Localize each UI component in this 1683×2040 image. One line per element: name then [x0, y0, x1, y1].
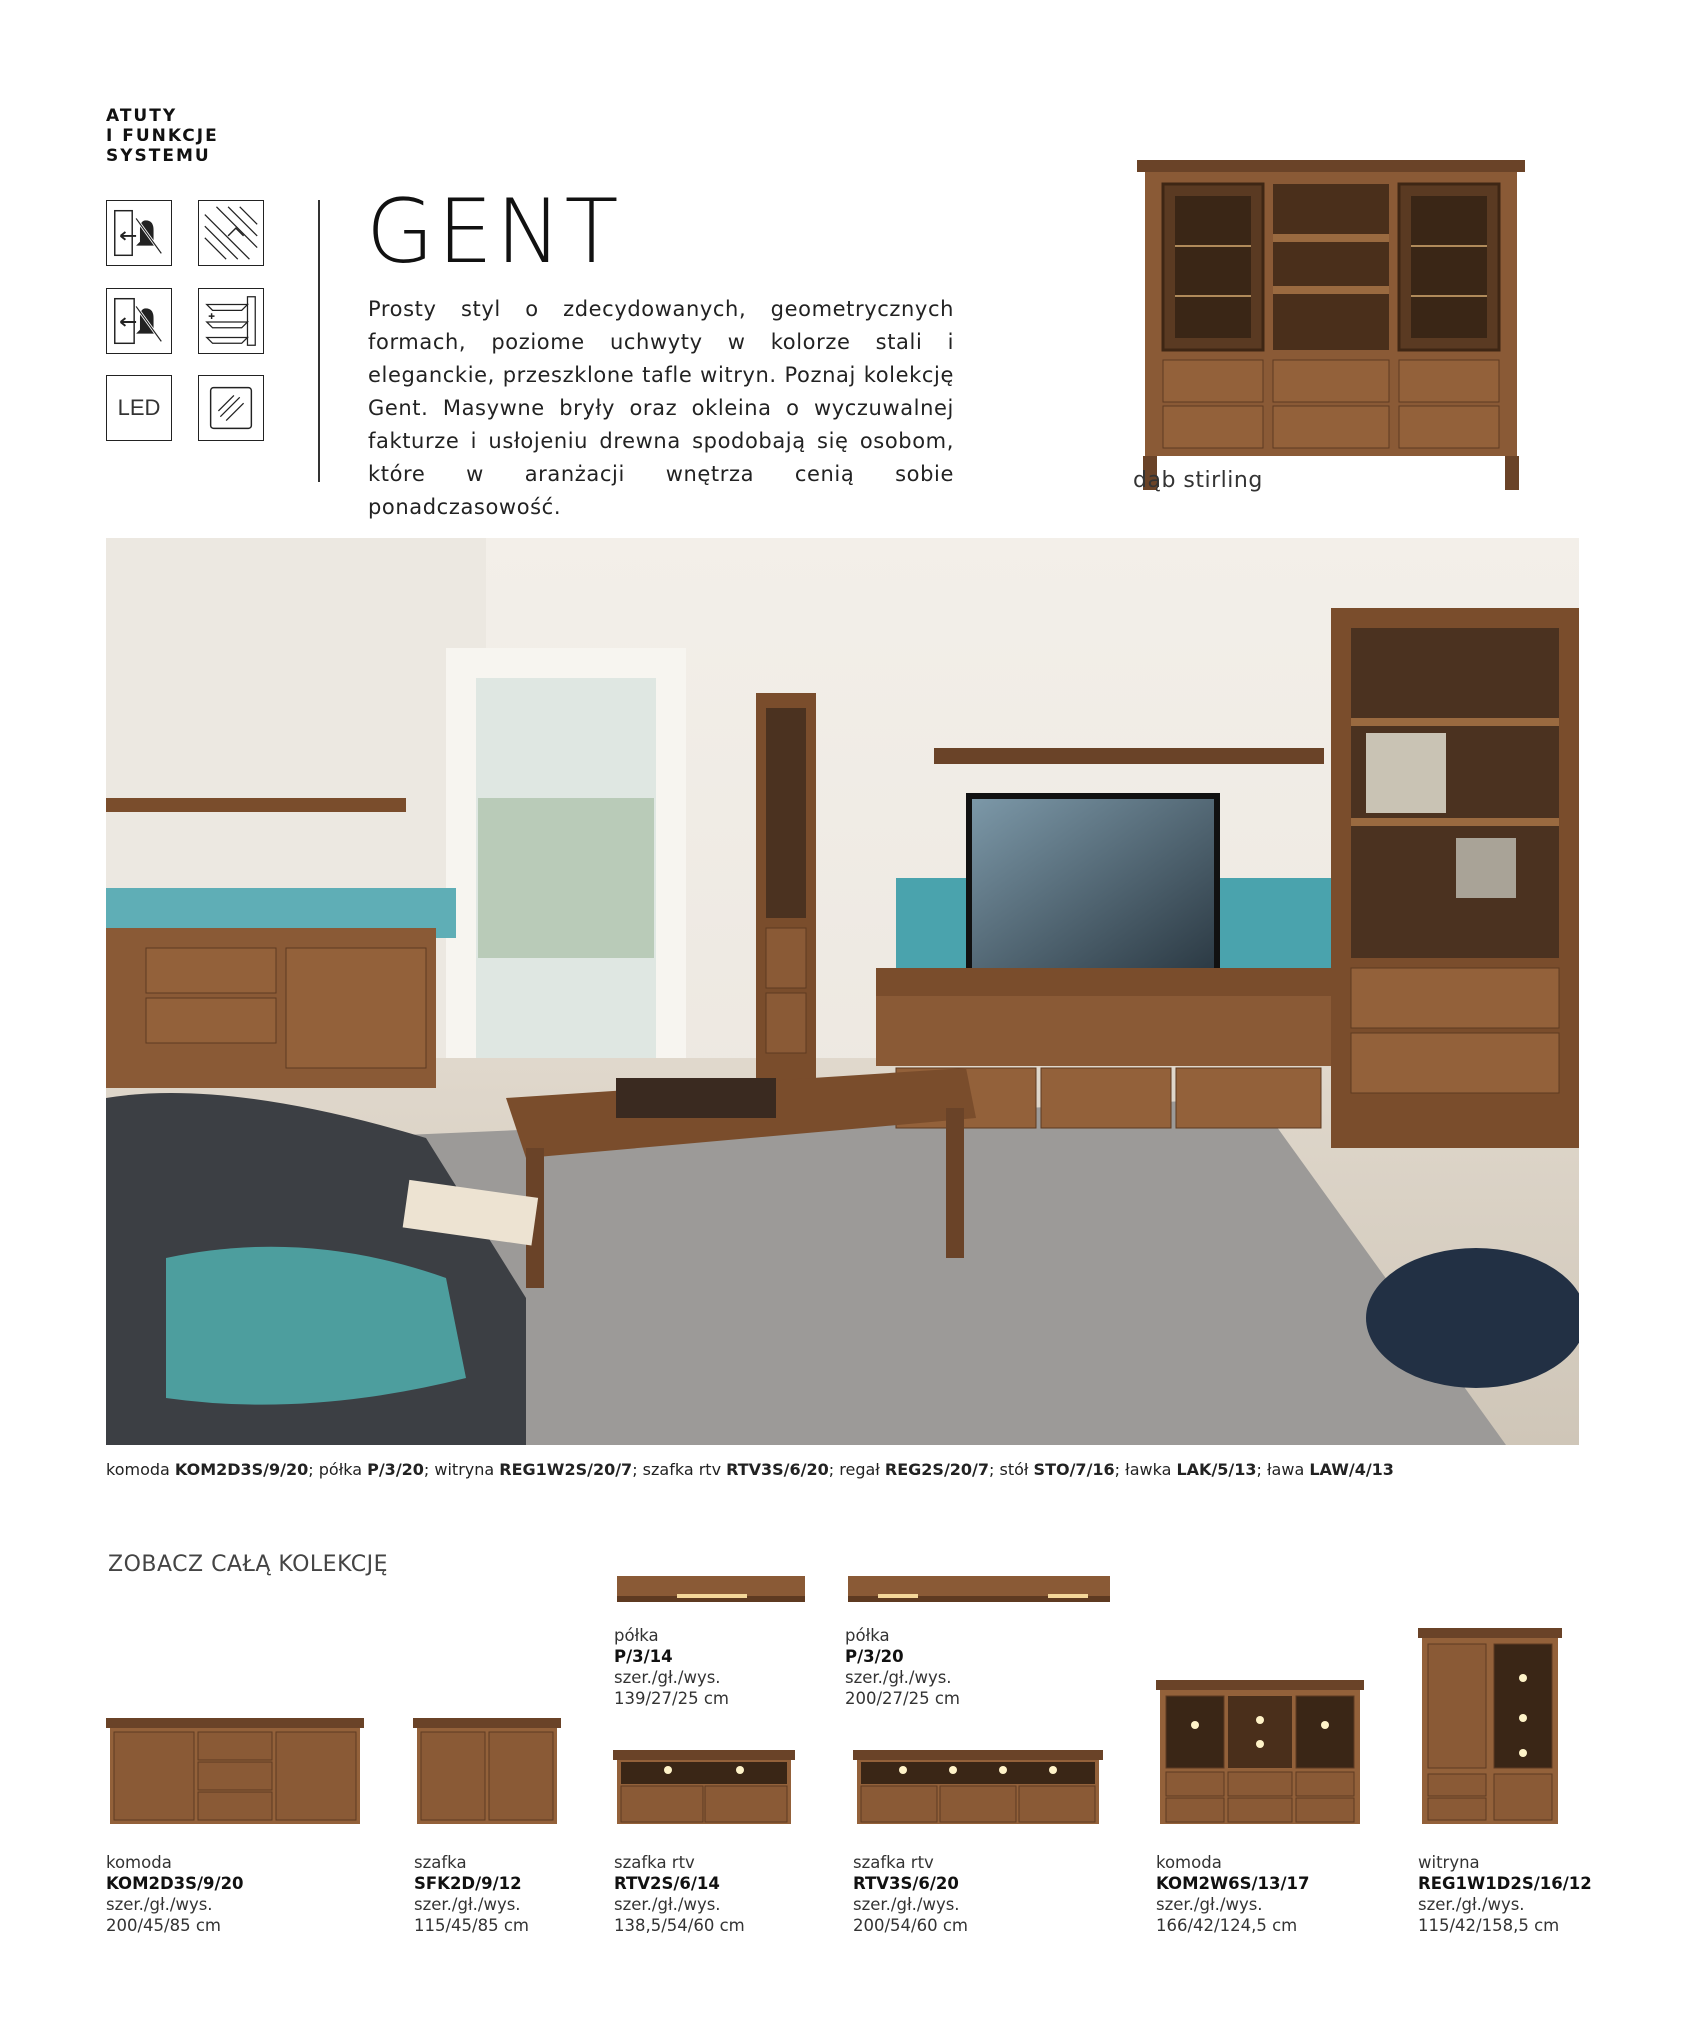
- caption-label: ; półka: [308, 1460, 368, 1479]
- szafka-sfk2d-9-12-image: [413, 1718, 561, 1830]
- caption-label: ; ława: [1256, 1460, 1310, 1479]
- see-all-heading: ZOBACZ CAŁĄ KOLEKCJĘ: [108, 1552, 389, 1577]
- glass-icon: [198, 375, 264, 441]
- product-kom2w6s-13-17: [1156, 1852, 1310, 1936]
- product-code: SFK2D/9/12: [414, 1874, 522, 1893]
- caption-label: ; stół: [989, 1460, 1034, 1479]
- collection-title: GENT: [366, 180, 622, 283]
- led-icon: [106, 375, 172, 441]
- product-code: REG1W1D2S/16/12: [1418, 1874, 1592, 1893]
- product-type: półka: [845, 1626, 890, 1645]
- product-dims: 200/27/25 cm: [845, 1689, 960, 1708]
- divider-line: [318, 200, 320, 482]
- caption-label: ; szafka rtv: [632, 1460, 727, 1479]
- product-code: RTV2S/6/14: [614, 1874, 720, 1893]
- product-type: komoda: [1156, 1853, 1222, 1872]
- product-dims: 200/45/85 cm: [106, 1916, 221, 1935]
- caption-code: STO/7/16: [1033, 1460, 1115, 1479]
- product-dims-label: szer./gł./wys.: [1418, 1895, 1525, 1914]
- szafka-rtv-rtv2s-6-14-image: [613, 1750, 795, 1830]
- features-title: ATUTY I FUNKCJE SYSTEMU: [106, 106, 219, 166]
- product-reg1w1d2s-16-12: [1418, 1852, 1592, 1936]
- led-label: LED: [117, 395, 161, 420]
- shelf-p-3-14-image: [617, 1572, 805, 1604]
- photo-caption: [106, 1460, 1394, 1479]
- komoda-kom2d3s-9-20-image: [106, 1718, 364, 1830]
- product-code: RTV3S/6/20: [853, 1874, 959, 1893]
- product-dims: 166/42/124,5 cm: [1156, 1916, 1298, 1935]
- product-code: KOM2D3S/9/20: [106, 1874, 244, 1893]
- product-type: szafka rtv: [614, 1853, 695, 1872]
- product-type: szafka rtv: [853, 1853, 934, 1872]
- living-room-photo: [106, 538, 1579, 1445]
- product-dims: 200/54/60 cm: [853, 1916, 968, 1935]
- shelf-p-3-20-image: [848, 1572, 1110, 1604]
- product-dims: 115/42/158,5 cm: [1418, 1916, 1560, 1935]
- soft-close-door-icon: [106, 288, 172, 354]
- caption-code: REG2S/20/7: [884, 1460, 990, 1479]
- product-dims: 115/45/85 cm: [414, 1916, 529, 1935]
- product-p-3-20: [845, 1625, 960, 1709]
- soft-close-drawer-icon: [106, 200, 172, 266]
- product-type: witryna: [1418, 1853, 1480, 1872]
- caption-code: REG1W2S/20/7: [499, 1460, 633, 1479]
- product-dims-label: szer./gł./wys.: [1156, 1895, 1263, 1914]
- product-dims-label: szer./gł./wys.: [614, 1668, 721, 1687]
- product-p-3-14: [614, 1625, 729, 1709]
- caption-label: komoda: [106, 1460, 175, 1479]
- finish-label: dąb stirling: [1133, 468, 1263, 493]
- product-type: półka: [614, 1626, 659, 1645]
- product-dims-label: szer./gł./wys.: [845, 1668, 952, 1687]
- wood-texture-icon: [198, 200, 264, 266]
- product-dims-label: szer./gł./wys.: [853, 1895, 960, 1914]
- product-dims-label: szer./gł./wys.: [106, 1895, 213, 1914]
- product-code: P/3/14: [614, 1647, 673, 1666]
- product-dims-label: szer./gł./wys.: [414, 1895, 521, 1914]
- komoda-kom2w6s-13-17-image: [1156, 1680, 1364, 1830]
- product-dims: 138,5/54/60 cm: [614, 1916, 745, 1935]
- product-type: komoda: [106, 1853, 172, 1872]
- product-code: KOM2W6S/13/17: [1156, 1874, 1310, 1893]
- product-dims: 139/27/25 cm: [614, 1689, 729, 1708]
- product-code: P/3/20: [845, 1647, 904, 1666]
- caption-label: ; ławka: [1114, 1460, 1177, 1479]
- adjustable-shelf-icon: [198, 288, 264, 354]
- caption-label: ; regał: [828, 1460, 885, 1479]
- product-dims-label: szer./gł./wys.: [614, 1895, 721, 1914]
- caption-code: LAW/4/13: [1309, 1460, 1394, 1479]
- witryna-reg1w1d2s-16-12-image: [1418, 1628, 1562, 1830]
- caption-code: RTV3S/6/20: [726, 1460, 829, 1479]
- product-rtv2s-6-14: [614, 1852, 745, 1936]
- caption-code: KOM2D3S/9/20: [174, 1460, 309, 1479]
- product-kom2d3s-9-20: [106, 1852, 244, 1936]
- caption-code: LAK/5/13: [1176, 1460, 1257, 1479]
- product-type: szafka: [414, 1853, 467, 1872]
- szafka-rtv-rtv3s-6-20-image: [853, 1750, 1103, 1830]
- finish-sample-image: [1133, 156, 1529, 494]
- caption-label: ; witryna: [423, 1460, 500, 1479]
- product-sfk2d-9-12: [414, 1852, 529, 1936]
- product-rtv3s-6-20: [853, 1852, 968, 1936]
- collection-description: Prosty styl o zdecydowanych, geometrycznych formach, poziome uchwyty w kolorze stali i eleganckie, przeszklone tafle witryn. Poznaj kolekcję Gent. Masywne bryły oraz okleina o wyczuwalnej fakturze i usłojeniu drewna spodobają się osobom, które w aranżacji wnętrza cenią sobie ponadczasowość.: [368, 297, 954, 519]
- caption-code: P/3/20: [367, 1460, 424, 1479]
